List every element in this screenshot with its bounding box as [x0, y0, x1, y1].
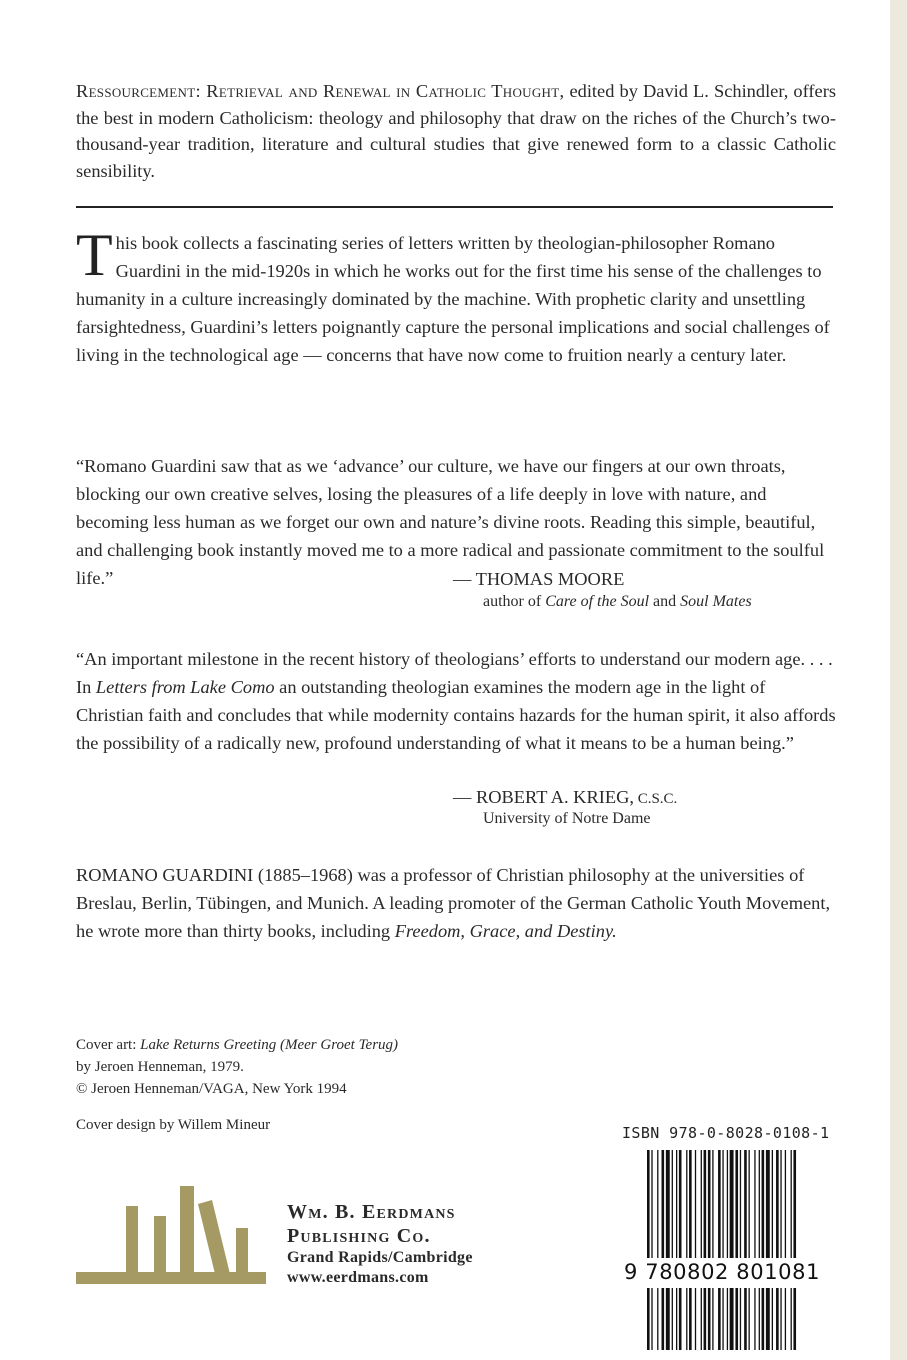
- krieg-name: — ROBERT A. KRIEG,: [453, 787, 634, 807]
- book-title-letters: Letters from Lake Como: [95, 677, 275, 697]
- endorsement-quote-krieg: [76, 645, 836, 757]
- drop-cap: T: [76, 222, 113, 288]
- eerdmans-logo: [76, 1186, 266, 1286]
- krieg-suffix: C.S.C.: [633, 791, 678, 807]
- cover-art-title: Lake Returns Greeting (Meer Groet Terug): [140, 1037, 399, 1053]
- book-title-soul-mates: Soul Mates: [680, 593, 752, 610]
- publisher-location: Grand Rapids/Cambridge: [287, 1249, 473, 1266]
- cover-art-credit: [76, 1034, 398, 1100]
- quote-krieg-affiliation: University of Notre Dame: [483, 810, 651, 827]
- description-text: his book collects a fascinating series of letters written by theologian-philosopher Romano Guardini in the mid-1920s in which he works out for the first time his sense of the challenges to humanity in a culture increasingly dominated by the machine. With prophetic clarity and unsettling farsightedness, Guardini’s letters poignantly capture the personal implications and social challenges of living in the technological age — concerns that have now come to fruition nearly a century later.: [76, 233, 830, 365]
- isbn-label: ISBN 978-0-8028-0108-1: [622, 1124, 830, 1142]
- publisher-block: [287, 1200, 473, 1288]
- cover-design-credit: Cover design by Willem Mineur: [76, 1117, 271, 1133]
- publisher-name: Wm. B. Eerdmans: [287, 1201, 456, 1223]
- quote-krieg-text-after: an outstanding theologian examines the modern age in the light of Christian faith and concludes that while modernity contains hazards for the human spirit, it also affords the possibility of a radically new, profound understanding of what it means to be a human being.”: [76, 677, 836, 753]
- bio-text: (1885–1968) was a professor of Christian philosophy at the universities of Breslau, Berlin, Tübingen, and Munich. A leading promoter of the German Catholic Youth Movement, he wrote more than thirty books, including: [76, 865, 831, 941]
- cover-art-line1: [76, 1034, 398, 1056]
- publisher-name-2: Publishing Co.: [287, 1225, 431, 1247]
- divider-rule: [76, 206, 833, 208]
- barcode: [647, 1150, 835, 1350]
- cover-art-label: Cover art:: [76, 1037, 141, 1053]
- book-title-care-of-soul: Care of the Soul: [545, 593, 650, 610]
- quote-moore-affiliation: [483, 589, 752, 615]
- affiliation-prefix: author of: [483, 593, 546, 610]
- cover-art-line3: © Jeroen Henneman/VAGA, New York 1994: [76, 1081, 347, 1097]
- series-description: [76, 78, 836, 184]
- series-text: edited by David L. Schindler, offers the best in modern Catholicism: theology and philosophy that draw on the riches of the Church’s two-thousand-year tradition, literature and cultural studies that give renewed form to a classic Catholic sensibility.: [76, 81, 836, 181]
- quote-moore-author: — THOMAS MOORE: [453, 569, 625, 589]
- barcode-digits: 9 780802 801081: [624, 1260, 821, 1284]
- cover-edge-strip: [890, 0, 907, 1360]
- author-bio: [76, 861, 836, 945]
- affiliation-and: and: [649, 593, 681, 610]
- series-title: Ressourcement: Retrieval and Renewal in Catholic Thought,: [76, 81, 565, 101]
- cover-art-line2: by Jeroen Henneman, 1979.: [76, 1059, 244, 1075]
- quote-krieg-text-before: “An important milestone in the recent history of theologians’ efforts to understand our modern age. . . . In: [76, 649, 833, 697]
- publisher-website: www.eerdmans.com: [287, 1269, 429, 1286]
- book-description: [76, 222, 836, 369]
- bio-name: ROMANO GUARDINI: [76, 865, 254, 885]
- bio-book-title: Freedom, Grace, and Destiny.: [394, 921, 617, 941]
- quote-moore-text: “Romano Guardini saw that as we ‘advance’ our culture, we have our fingers at our own throats, blocking our own creative selves, losing the pleasures of a life deeply in love with nature, and becoming less human as we forget our own and nature’s divine roots. Reading this simple, beautiful, and challenging book instantly moved me to a more radical and passionate commitment to the soulful life.”: [76, 456, 825, 588]
